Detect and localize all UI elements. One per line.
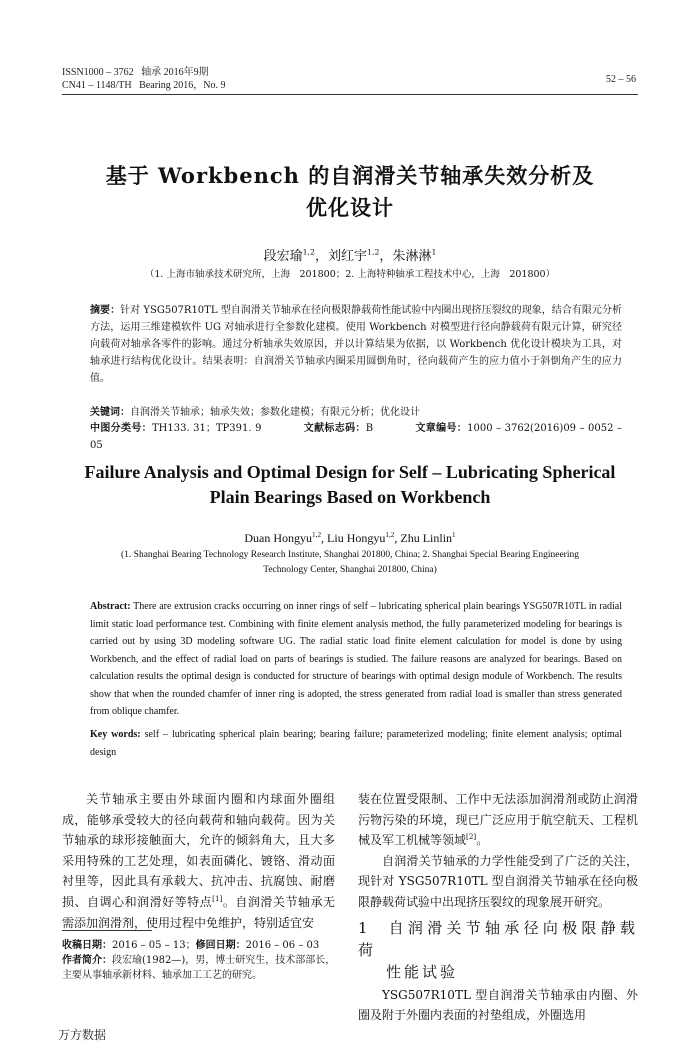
- classification-line: [90, 420, 622, 454]
- body-right-text: 装在位置受限制、工作中无法添加润滑剂或防止润滑污物污染的环境，现已广泛应用于航空航天、工程机械及军工机械等领域: [358, 792, 638, 848]
- body-left-text: 关节轴承主要由外球面内圈和内球面外圈组成，能够承受较大的径向载荷和轴向载荷。因为关节轴承的球形接触面大，允许的倾斜角大，且大多采用特殊的工艺处理，如表面磷化、镀铬、滑动面衬里等，因此具有承载大、抗冲击、抗腐蚀、耐磨损、自调心和润滑好等特点: [62, 792, 335, 909]
- issn-line: [62, 66, 209, 79]
- footnote-rule: [62, 930, 152, 931]
- header-rule: [62, 94, 638, 95]
- affiliation-cn: （1. 上海市轴承技术研究所，上海 201800；2. 上海特种轴承工程技术中心，上海 201800）: [144, 269, 556, 280]
- abstract-cn-label: 摘要：: [90, 305, 121, 316]
- section-heading: [358, 917, 638, 983]
- section-title-1: 自润滑关节轴承径向极限静载荷: [358, 918, 638, 959]
- doc-code-label: 文献标志码：: [303, 423, 366, 434]
- doc-code-value: B: [365, 423, 374, 434]
- body-right-column: [358, 789, 638, 1026]
- watermark: 万方数据: [58, 1028, 107, 1042]
- journal-en: Bearing 2016，No. 9: [139, 80, 226, 91]
- received-date: 2016 – 05 – 13；: [112, 940, 196, 951]
- body-left-text-end: 。自润滑关节轴承无需添加润滑剂，使用过程中免维护，特别适宜安: [62, 894, 335, 930]
- keywords-cn-label: 关键词：: [90, 407, 130, 418]
- body-paragraph: [62, 789, 335, 933]
- cn-line: [62, 79, 226, 92]
- author-en-2: Liu Hongyu: [327, 531, 386, 545]
- issn: ISSN1000 – 3762: [62, 67, 134, 78]
- affiliation-en-line2: Technology Center, Shanghai 201800, China): [263, 565, 437, 575]
- keywords-en-text: self – lubricating spherical plain bearing; bearing failure; parameterized modeling; finite element analysis; optimal design: [90, 729, 622, 758]
- author-bio: 段宏瑜(1982—)，男，博士研究生，技术部部长，主要从事轴承新材料、轴承加工工艺的研究。: [62, 955, 336, 981]
- clc-label: 中图分类号：: [90, 423, 152, 434]
- abstract-cn-text: 针对 YSG507R10TL 型自润滑关节轴承在径向极限静载荷性能试验中内圈出现挤压裂纹的现象，结合有限元分析方法，运用三维建模软件 UG 对轴承进行全参数化建模。使用 Workbench 对模型进行径向静载荷有限元计算，研究径向载荷对轴承各零件的影响。通过分析轴承失效原因，并以计算结果为依据，以 Workbench 优化设计模块为工具，对轴承进行结构优化设计。结果表明：自润滑关节轴承内圈采用圆倒角时，径向载荷产生的应力值小于斜倒角产生的应力值。: [90, 305, 623, 384]
- keywords-en-label: Key words:: [90, 729, 141, 740]
- author-en-1: Duan Hongyu: [244, 531, 313, 545]
- page-range: 52 – 56: [606, 74, 636, 85]
- body-right-continuation: [358, 789, 638, 851]
- article-number-label: 文章编号：: [415, 423, 468, 434]
- body-right-text-end: 。: [476, 833, 489, 848]
- title-en-line1: Failure Analysis and Optimal Design for Self – Lubricating Spherical: [84, 462, 616, 482]
- abstract-cn: [90, 302, 622, 387]
- author-en-3: Zhu Linlin: [400, 531, 453, 545]
- author-en-1-sup: 1,2: [312, 531, 322, 539]
- author-en-3-sup: 1: [452, 531, 456, 539]
- affiliation-en-line1: (1. Shanghai Bearing Technology Research Institute, Shanghai 201800, China; 2. Shanghai Special Bearing Engineering: [121, 550, 579, 560]
- authors-en: Duan Hongyu$^{1,2}$, Liu Hongyu$^{1,2}$, Zhu Linlin$^1$: [244, 531, 456, 545]
- clc-value: TH133. 31；TP391. 9: [152, 423, 262, 434]
- citation-ref-1: [1]: [212, 893, 223, 903]
- footnote: [62, 938, 337, 983]
- revised-label: 修回日期：: [195, 940, 246, 951]
- section-number: 1: [358, 918, 371, 937]
- body-paragraph-2: 自润滑关节轴承的力学性能受到了广泛的关注，现针对 YSG507R10TL 型自润滑关节轴承在径向极限静载荷试验中出现挤压裂纹的现象展开研究。: [358, 853, 638, 909]
- author-cn-3-sup: 1: [431, 247, 437, 257]
- title-cn-line1: 基于 Workbench 的自润滑关节轴承失效分析及: [105, 163, 595, 188]
- abstract-en: [90, 598, 622, 721]
- cn-number: CN41 – 1148/TH: [62, 80, 132, 91]
- keywords-cn: [90, 404, 622, 421]
- footnote-dates: [62, 938, 337, 953]
- authors-cn: 段宏瑜$^{1,2}$，刘红宇$^{1,2}$，朱淋淋$^1$: [263, 247, 437, 264]
- journal-cn: 轴承 2016年9期: [141, 67, 209, 78]
- author-en-2-sup: 1,2: [385, 531, 395, 539]
- author-cn-1-sup: 1,2: [302, 247, 315, 257]
- revised-date: 2016 – 06 – 03: [245, 940, 320, 951]
- section-title-2: 性能试验: [386, 962, 459, 981]
- author-cn-3: 朱淋淋: [392, 249, 432, 264]
- title-en-line2: Plain Bearings Based on Workbench: [209, 487, 491, 507]
- title-cn-line2: 优化设计: [306, 195, 394, 220]
- keywords-cn-text: 自润滑关节轴承；轴承失效；参数化建模；有限元分析；优化设计: [130, 407, 420, 418]
- citation-ref-2: [2]: [466, 832, 477, 842]
- author-cn-1: 段宏瑜: [263, 249, 303, 264]
- author-bio-label: 作者简介：: [62, 955, 112, 966]
- body-paragraph-3: YSG507R10TL 型自润滑关节轴承由内圈、外圈及附于外圈内表面的衬垫组成，外圈选用: [358, 987, 638, 1023]
- body-left-column: [62, 789, 335, 930]
- received-label: 收稿日期：: [62, 940, 112, 951]
- author-cn-2: 刘红宇: [328, 249, 368, 264]
- footnote-author: [62, 953, 337, 983]
- abstract-en-label: Abstract:: [90, 601, 131, 612]
- author-cn-2-sup: 1,2: [367, 247, 380, 257]
- abstract-en-text: There are extrusion cracks occurring on inner rings of self – lubricating spherical plain bearings YSG507R10TL in radial limit static load performance test. Combining with finite element analysis method, the fully parameterized modeling for bearings is carried out by using 3D modeling software UG. The radial static load finite element calculation for model is done by using Workbench, and the effect of radial load on parts of bearings is studied. The failure reasons are analyzed for bearings. Based on calculation results the optimal design is conducted for structure of bearings with optimal design module of Workbench. The results show that when the rounded chamfer of inner ring is adopted, the stress generated from radial load is smaller than stress generated from oblique chamfer.: [90, 601, 622, 717]
- article-number-value: 1000 – 3762(2016)09 – 0052 – 05: [90, 423, 623, 451]
- keywords-en: [90, 726, 622, 761]
